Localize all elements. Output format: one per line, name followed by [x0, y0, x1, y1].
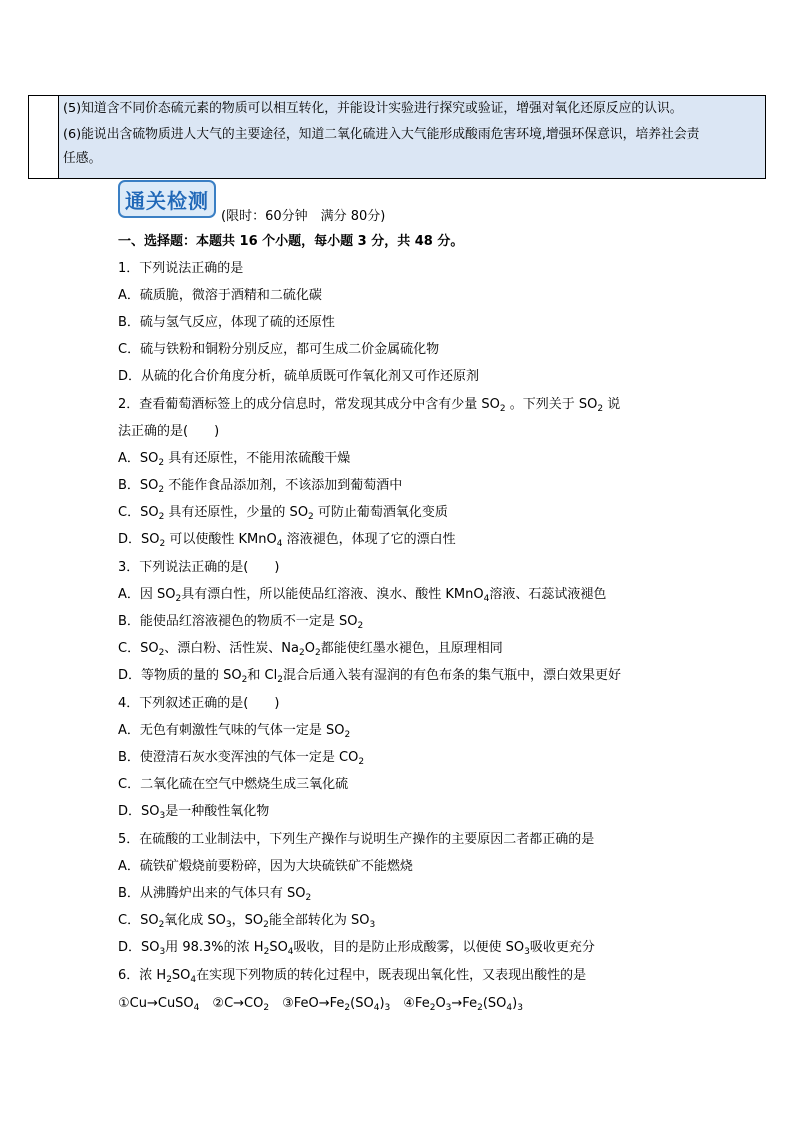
- q5-option-a: A．硫铁矿煅烧前要粉碎，因为大块硫铁矿不能燃烧: [118, 859, 413, 874]
- q6-options: [118, 996, 523, 1012]
- q3-option-c: C．$SO_2$、漂白粉、活性炭、$Na_2O_2$都能使红墨水褪色，且原理相同: [118, 641, 503, 658]
- q6-stem: 6．浓 $H_2SO_4$在实现下列物质的转化过程中，既表现出氧化性，又表现出酸性的是: [118, 968, 587, 985]
- banner-title: 通关检测: [125, 188, 209, 213]
- q3-option-d: D．等物质的量的 $SO_2$和 $Cl_2$混合后通入装有湿润的有色布条的集气瓶中，漂白效果更好: [118, 668, 621, 685]
- objectives-content: [59, 96, 765, 178]
- q3-option-a: A．因 $SO_2$具有漂白性，所以能使品红溶液、溴水、酸性 KMnO$_4$溶液、石蕊试液褪色: [118, 587, 607, 604]
- q5-option-d: D．$SO_3$用 98.3%的浓 $H_2SO_4$吸收，目的是防止形成酸雾，以便使 $SO_3$吸收更充分: [118, 940, 595, 957]
- objectives-box: [28, 95, 766, 179]
- q1-option-a: A．硫质脆，微溶于酒精和二硫化碳: [118, 288, 322, 303]
- q4-stem: 4．下列叙述正确的是( ): [118, 696, 280, 711]
- section-heading: 一、选择题：本题共 16 个小题，每小题 3 分，共 48 分。: [118, 234, 464, 249]
- q1-option-c: C．硫与铁粉和铜粉分别反应，都可生成二价金属硫化物: [118, 342, 440, 357]
- q2-option-c: C．$SO_2$ 具有还原性，少量的 $SO_2$ 可防止葡萄酒氧化变质: [118, 505, 448, 522]
- objective-6-line2: 任感。: [63, 151, 102, 166]
- q3-option-b: B．能使品红溶液褪色的物质不一定是 $SO_2$: [118, 614, 364, 631]
- q5-option-c: C．$SO_2$氧化成 $SO_3$，$SO_2$能全部转化为 $SO_3$: [118, 913, 376, 930]
- q2-option-a: A．$SO_2$ 具有还原性，不能用浓硫酸干燥: [118, 451, 351, 468]
- q1-stem: 1．下列说法正确的是: [118, 261, 244, 276]
- q6-option-1: ①Cu→CuSO$_4$: [118, 996, 200, 1013]
- q2-stem: 2．查看葡萄酒标签上的成分信息时，常发现其成分中含有少量 $SO_2$ 。下列关于 $SO_2$ 说: [118, 397, 621, 414]
- q4-option-d: D．$SO_3$是一种酸性氧化物: [118, 804, 270, 821]
- q5-option-b: B．从沸腾炉出来的气体只有 $SO_2$: [118, 886, 312, 903]
- q4-option-b: B．使澄清石灰水变浑浊的气体一定是 $CO_2$: [118, 750, 365, 767]
- q2-option-d: D．$SO_2$ 可以使酸性 KMnO$_4$ 溶液褪色，体现了它的漂白性: [118, 532, 456, 549]
- q3-stem: 3．下列说法正确的是( ): [118, 560, 280, 575]
- objectives-left-column: [29, 96, 59, 178]
- time-limit: (限时：60分钟 满分 80分): [221, 209, 386, 224]
- q2-stem-line2: 法正确的是( ): [118, 424, 220, 439]
- q2-option-b: B．$SO_2$ 不能作食品添加剂，不该添加到葡萄酒中: [118, 478, 403, 495]
- q6-option-2: $②C\to CO_2$: [212, 996, 270, 1013]
- objective-5: (5)知道含不同价态硫元素的物质可以相互转化，并能设计实验进行探究或验证，增强对氧化还原反应的认识。: [63, 101, 683, 116]
- q5-stem: 5．在硫酸的工业制法中，下列生产操作与说明生产操作的主要原因二者都正确的是: [118, 832, 595, 847]
- q1-option-b: B．硫与氢气反应，体现了硫的还原性: [118, 315, 335, 330]
- objective-6-line1: (6)能说出含硫物质进人大气的主要途径，知道二氧化硫进入大气能形成酸雨危害环境,增强环保意识，培养社会责: [63, 127, 700, 142]
- q6-option-4: $④Fe_2O_3\to Fe_2(SO_4)_3$: [403, 996, 523, 1013]
- q4-option-c: C．二氧化硫在空气中燃烧生成三氧化硫: [118, 777, 349, 792]
- q1-option-d: D．从硫的化合价角度分析，硫单质既可作氧化剂又可作还原剂: [118, 369, 480, 384]
- test-banner: [118, 180, 216, 218]
- q6-option-3: $③FeO\to Fe_2(SO_4)_3$: [282, 996, 391, 1013]
- q4-option-a: A．无色有刺激性气味的气体一定是 $SO_2$: [118, 723, 351, 740]
